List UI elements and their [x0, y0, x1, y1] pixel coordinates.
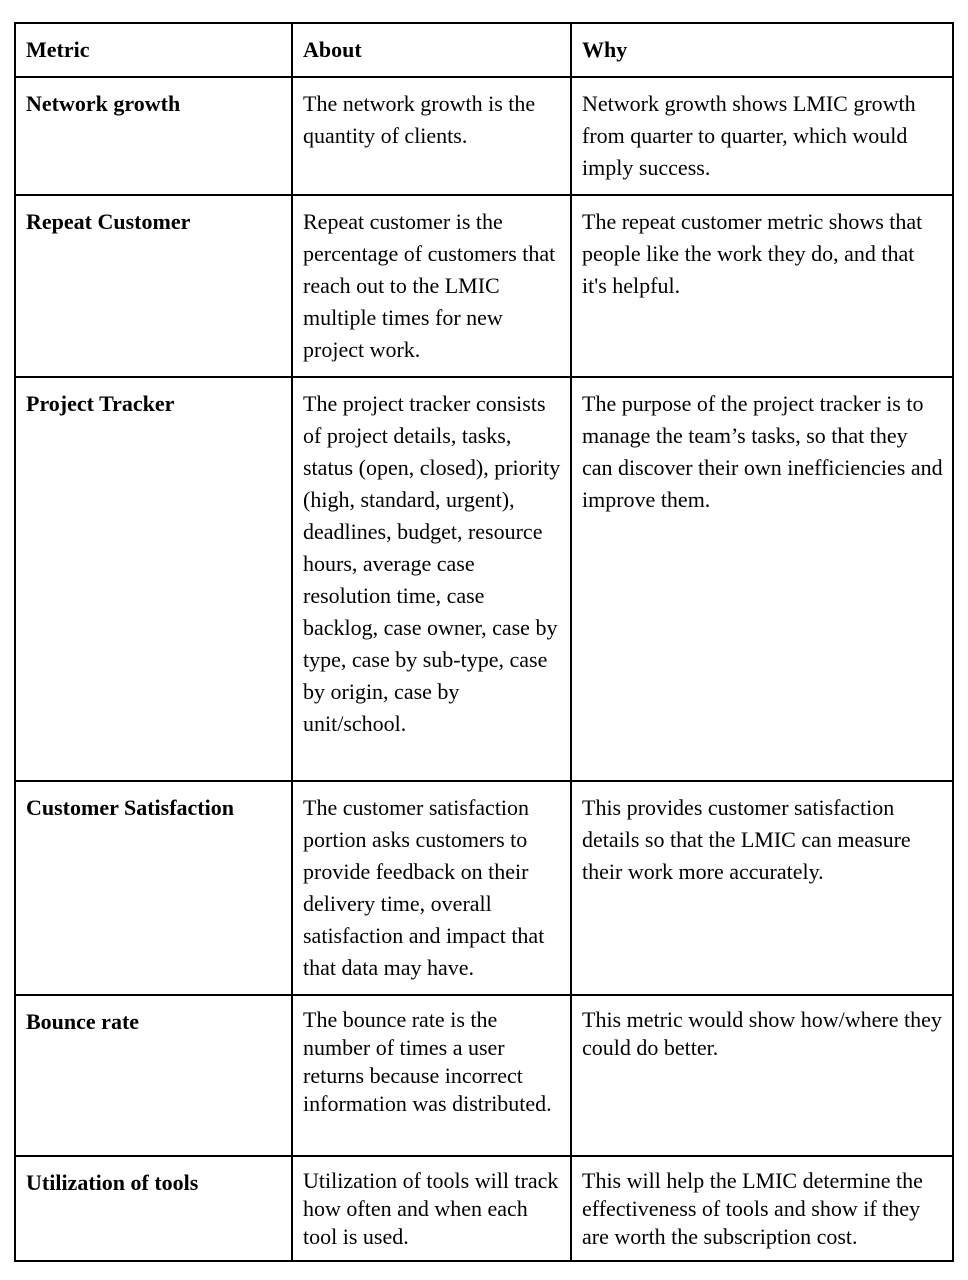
- table-row: [15, 377, 953, 781]
- about-cell: The bounce rate is the number of times a user returns because incorrect information was distributed.: [292, 995, 571, 1156]
- metric-cell: Bounce rate: [15, 995, 292, 1156]
- metric-cell: Utilization of tools: [15, 1156, 292, 1261]
- why-cell: This provides customer satisfaction details so that the LMIC can measure their work more accurately.: [571, 781, 953, 995]
- table-row: [15, 195, 953, 377]
- about-cell: The project tracker consists of project details, tasks, status (open, closed), priority (high, standard, urgent), deadlines, budget, resource hours, average case resolution time, case backlog, case owner, case by type, case by sub-type, case by origin, case by unit/school.: [292, 377, 571, 781]
- about-cell: The network growth is the quantity of clients.: [292, 77, 571, 195]
- why-cell: This will help the LMIC determine the effectiveness of tools and show if they are worth the subscription cost.: [571, 1156, 953, 1261]
- metric-cell: Repeat Customer: [15, 195, 292, 377]
- table-row: [15, 995, 953, 1156]
- table-row: [15, 77, 953, 195]
- header-why: Why: [571, 23, 953, 77]
- why-cell: The purpose of the project tracker is to manage the team’s tasks, so that they can discover their own inefficiencies and improve them.: [571, 377, 953, 781]
- about-cell: The customer satisfaction portion asks customers to provide feedback on their delivery time, overall satisfaction and impact that that data may have.: [292, 781, 571, 995]
- about-cell: Repeat customer is the percentage of customers that reach out to the LMIC multiple times for new project work.: [292, 195, 571, 377]
- about-cell: Utilization of tools will track how often and when each tool is used.: [292, 1156, 571, 1261]
- metrics-table: [14, 22, 954, 1262]
- why-cell: The repeat customer metric shows that people like the work they do, and that it's helpful.: [571, 195, 953, 377]
- header-row: [15, 23, 953, 77]
- why-cell: Network growth shows LMIC growth from quarter to quarter, which would imply success.: [571, 77, 953, 195]
- why-cell: This metric would show how/where they could do better.: [571, 995, 953, 1156]
- table-row: [15, 781, 953, 995]
- header-about: About: [292, 23, 571, 77]
- metric-cell: Customer Satisfaction: [15, 781, 292, 995]
- header-metric: Metric: [15, 23, 292, 77]
- metric-cell: Network growth: [15, 77, 292, 195]
- metric-cell: Project Tracker: [15, 377, 292, 781]
- table-row: [15, 1156, 953, 1261]
